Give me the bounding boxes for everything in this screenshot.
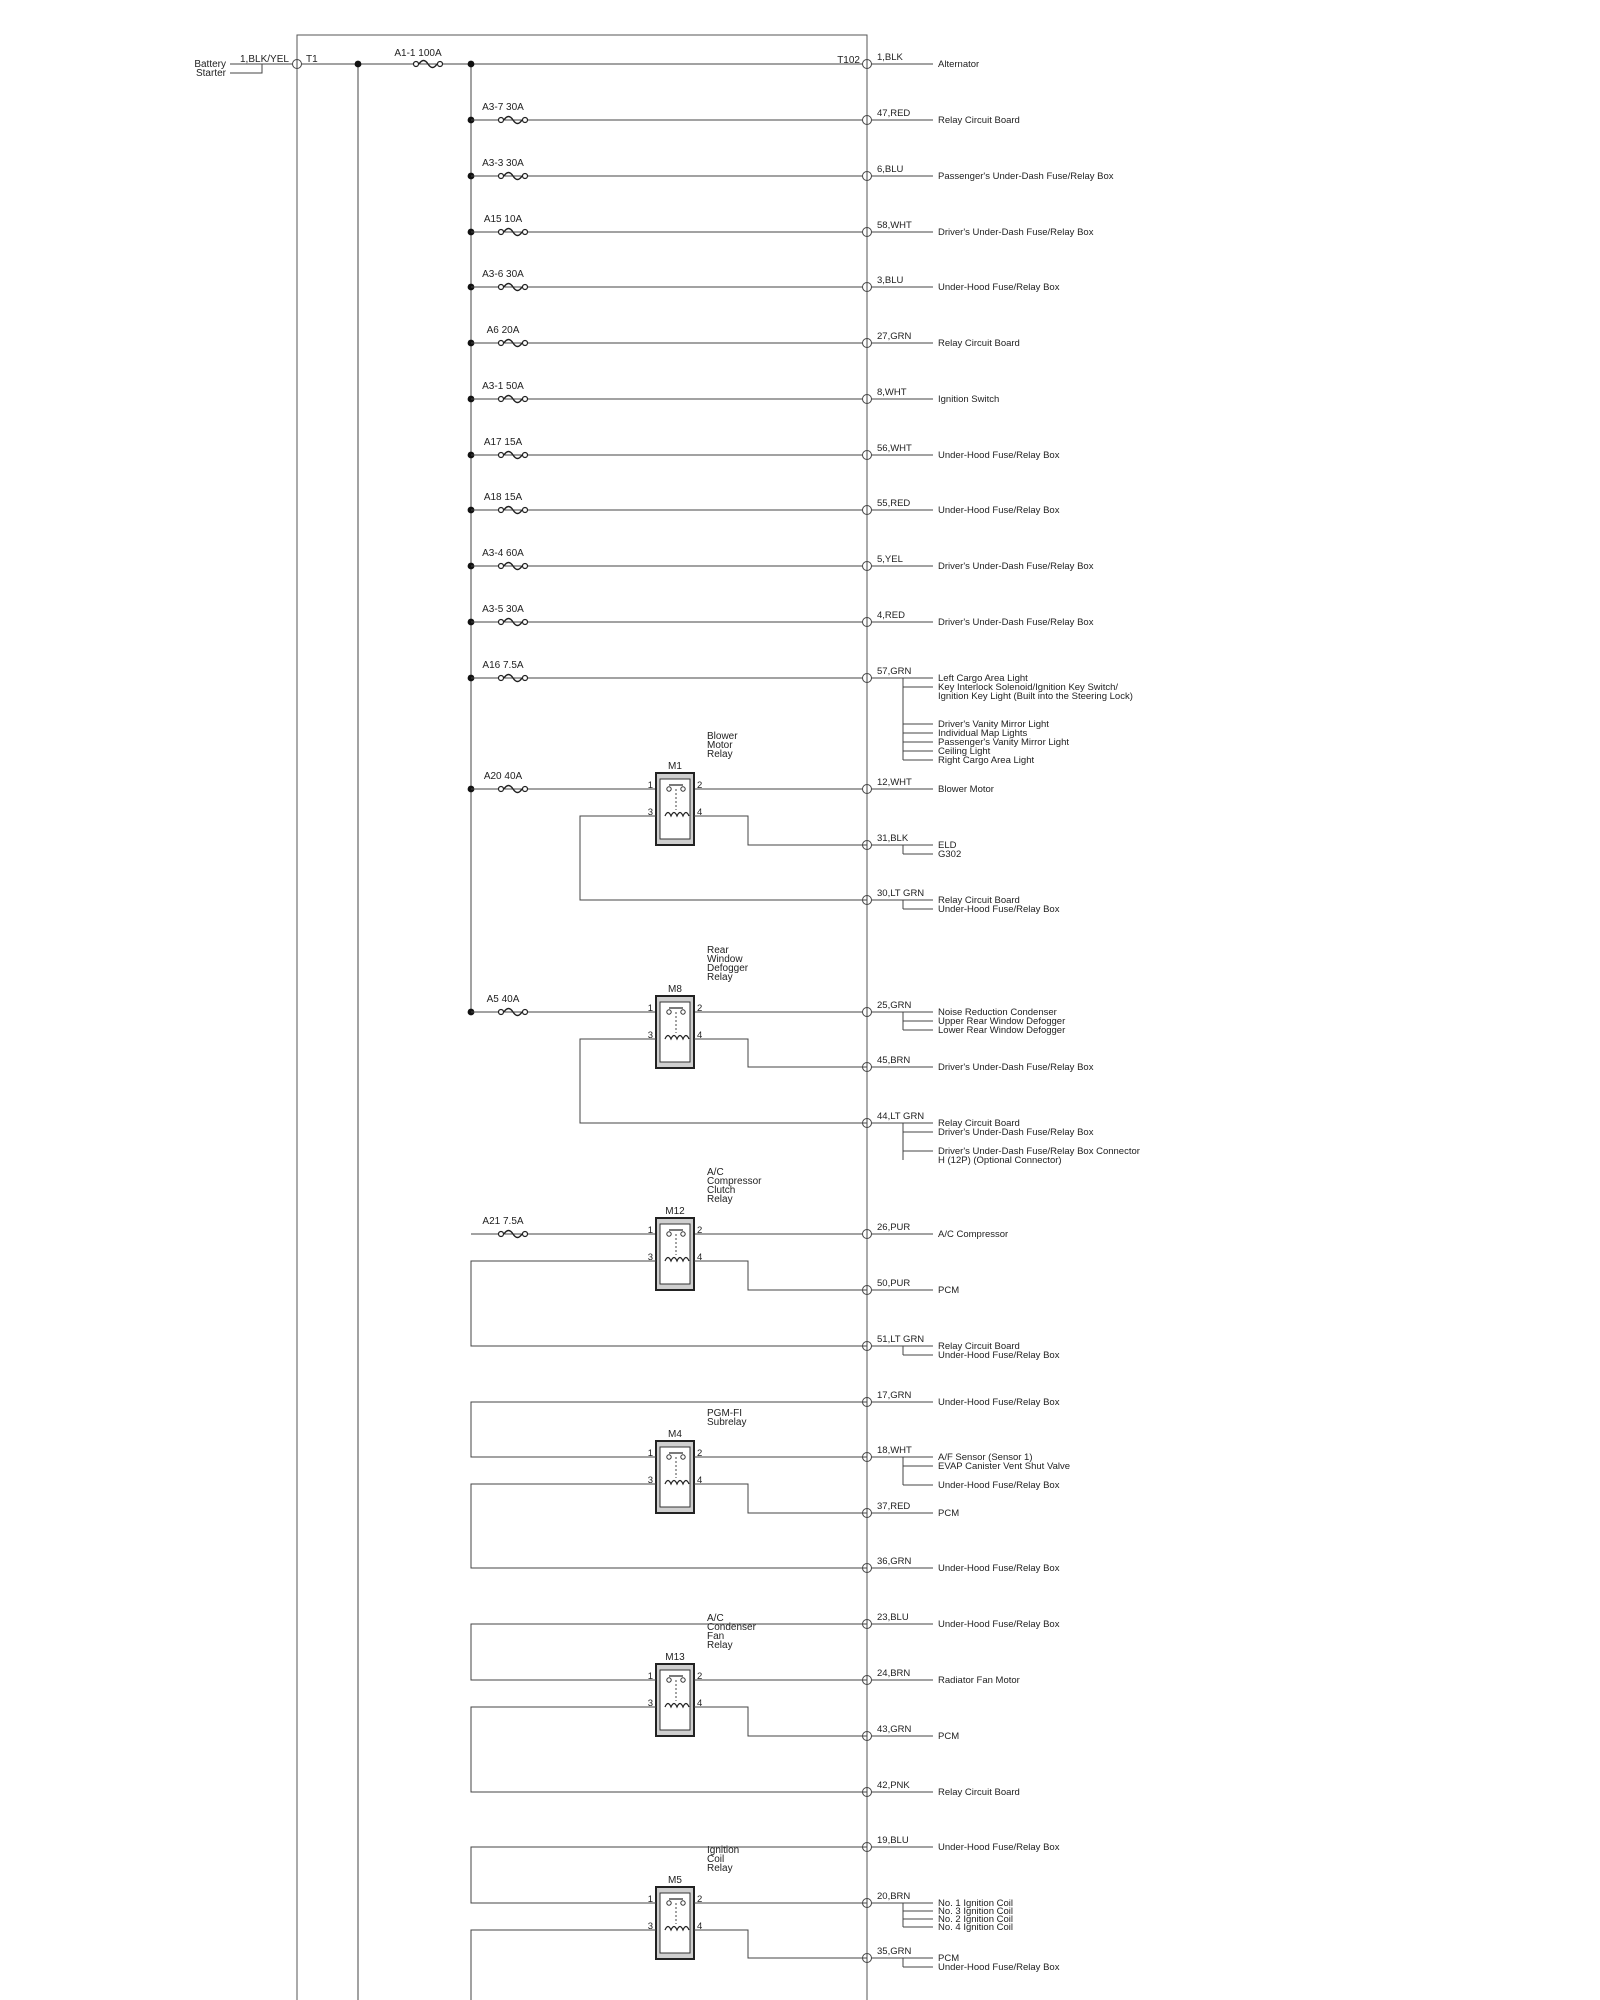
wire-color-label: 20,BRN <box>877 1891 911 1902</box>
wire-color-label: 36,GRN <box>877 1556 912 1567</box>
destination-label: Relay Circuit Board <box>938 1787 1020 1798</box>
relay-name: Condenser <box>707 1622 756 1633</box>
relay-contact <box>667 1901 671 1905</box>
relay-coil-output-wire <box>694 1039 867 1067</box>
wire-color-label: 27,GRN <box>877 331 912 342</box>
destination-label: Under-Hood Fuse/Relay Box <box>938 450 1060 461</box>
destination-label: Key Interlock Solenoid/Ignition Key Switch/ <box>938 682 1119 693</box>
relay-coil-output-wire <box>694 1484 867 1513</box>
relay-id: M8 <box>668 984 682 995</box>
fuse-pin <box>523 1232 528 1237</box>
destination-label: Upper Rear Window Defogger <box>938 1016 1066 1027</box>
fuse-pin <box>499 676 504 681</box>
fuse-pin <box>499 787 504 792</box>
wire-color-label: 37,RED <box>877 1501 911 1512</box>
fuse-label: A18 15A <box>483 492 523 503</box>
relay-pin-label: 1 <box>647 1003 653 1014</box>
fuse-label: A3-7 30A <box>482 102 524 113</box>
fuse-label: A15 10A <box>483 214 523 225</box>
destination-label: Passenger's Vanity Mirror Light <box>938 737 1069 748</box>
wire-color-label: 12,WHT <box>877 777 912 788</box>
destination-label: No. 3 Ignition Coil <box>938 1906 1013 1917</box>
destination-label: Driver's Under-Dash Fuse/Relay Box Connector <box>938 1146 1140 1157</box>
destination-label: Driver's Vanity Mirror Light <box>938 719 1049 730</box>
destination-label: Left Cargo Area Light <box>938 673 1028 684</box>
fuse-label: A3-5 30A <box>482 604 524 615</box>
relay-pin-label: 2 <box>697 1448 703 1459</box>
fuse-pin <box>499 564 504 569</box>
destination-label: A/C Compressor <box>938 1229 1009 1240</box>
destination-label: Right Cargo Area Light <box>938 755 1035 766</box>
destination-label: Relay Circuit Board <box>938 895 1020 906</box>
battery-wire-label: 1,BLK/YEL <box>240 54 289 65</box>
fuse-label: A20 40A <box>483 771 523 782</box>
destination-label: Relay Circuit Board <box>938 338 1020 349</box>
relay-pin-label: 1 <box>647 1448 653 1459</box>
fuse-label: A3-4 60A <box>482 548 524 559</box>
fuse-pin <box>523 285 528 290</box>
fuse-label: A6 20A <box>486 325 520 336</box>
relay-pin-label: 3 <box>647 1252 653 1263</box>
wire-color-label: 1,BLK <box>877 52 903 63</box>
fuse-label: A5 40A <box>486 994 520 1005</box>
destination-label: Relay Circuit Board <box>938 1118 1020 1129</box>
fuse-pin <box>499 174 504 179</box>
relay-contact <box>681 1901 685 1905</box>
destination-label: Driver's Under-Dash Fuse/Relay Box <box>938 617 1094 628</box>
destination-label: PCM <box>938 1953 960 1964</box>
fuse-pin <box>499 508 504 513</box>
relay-id: M1 <box>668 761 682 772</box>
destination-label: Under-Hood Fuse/Relay Box <box>938 282 1060 293</box>
destination-label: Blower Motor <box>938 784 994 795</box>
relay-pin-label: 3 <box>647 1921 653 1932</box>
relay-name: A/C <box>707 1167 724 1178</box>
relay-name: Rear <box>707 945 729 956</box>
destination-label: No. 1 Ignition Coil <box>938 1898 1013 1909</box>
wire-color-label: 43,GRN <box>877 1724 912 1735</box>
wire-color-label: 19,BLU <box>877 1835 909 1846</box>
relay-contact <box>681 1678 685 1682</box>
destination-label: Individual Map Lights <box>938 728 1028 739</box>
fuse-pin <box>499 230 504 235</box>
wire-color-label: 31,BLK <box>877 833 909 844</box>
wire-color-label: 35,GRN <box>877 1946 912 1957</box>
fuse-label: A21 7.5A <box>482 1216 524 1227</box>
fuse-pin <box>499 1010 504 1015</box>
wire-color-label: 3,BLU <box>877 275 904 286</box>
wire-color-label: 17,GRN <box>877 1390 912 1401</box>
destination-label: PCM <box>938 1285 960 1296</box>
relay-id: M4 <box>668 1429 682 1440</box>
wire-color-label: 5,YEL <box>877 554 903 565</box>
destination-label: Under-Hood Fuse/Relay Box <box>938 1397 1060 1408</box>
relay-pin-label: 1 <box>647 780 653 791</box>
relay-name: Blower <box>707 731 738 742</box>
fuse-label: A16 7.5A <box>482 660 524 671</box>
wire-color-label: 50,PUR <box>877 1278 911 1289</box>
relay-contact <box>681 1010 685 1014</box>
destination-label: Driver's Under-Dash Fuse/Relay Box <box>938 1127 1094 1138</box>
destination-label: Radiator Fan Motor <box>938 1675 1020 1686</box>
relay-coil-output-wire <box>694 1707 867 1736</box>
relay-contact <box>667 1010 671 1014</box>
relay-name: Relay <box>707 972 733 983</box>
relay-pin-label: 4 <box>697 1475 703 1486</box>
fuse-pin <box>499 118 504 123</box>
relay-pin-label: 2 <box>697 780 703 791</box>
destination-label: Under-Hood Fuse/Relay Box <box>938 1842 1060 1853</box>
destination-label: Lower Rear Window Defogger <box>938 1025 1066 1036</box>
relay-pin-label: 3 <box>647 1475 653 1486</box>
fuse-pin <box>499 341 504 346</box>
destination-label: Under-Hood Fuse/Relay Box <box>938 1350 1060 1361</box>
destination-label: Under-Hood Fuse/Relay Box <box>938 505 1060 516</box>
fuse-pin <box>414 62 419 67</box>
destination-label: No. 2 Ignition Coil <box>938 1914 1013 1925</box>
relay-name: Subrelay <box>707 1417 747 1428</box>
fuse-pin <box>523 564 528 569</box>
wire-color-label: 30,LT GRN <box>877 888 925 899</box>
relay-contact <box>667 1455 671 1459</box>
wire-color-label: 44,LT GRN <box>877 1111 925 1122</box>
destination-label: PCM <box>938 1508 960 1519</box>
destination-label: Alternator <box>938 59 980 70</box>
fuse-pin <box>523 620 528 625</box>
wire-color-label: 23,BLU <box>877 1612 909 1623</box>
fuse-pin <box>499 453 504 458</box>
fuse-pin <box>523 508 528 513</box>
fuse-label: A17 15A <box>483 437 523 448</box>
wire-color-label: 47,RED <box>877 108 911 119</box>
relay-name: Relay <box>707 749 733 760</box>
relay-name: PGM-FI <box>707 1408 742 1419</box>
fuse-pin <box>499 620 504 625</box>
fuse-pin <box>523 676 528 681</box>
destination-label: EVAP Canister Vent Shut Valve <box>938 1461 1071 1472</box>
destination-label: Passenger's Under-Dash Fuse/Relay Box <box>938 171 1114 182</box>
junction-dot <box>468 61 475 68</box>
destination-label: Relay Circuit Board <box>938 1341 1020 1352</box>
relay-id: M12 <box>665 1206 685 1217</box>
relay-name: Clutch <box>707 1185 736 1196</box>
wire-color-label: 56,WHT <box>877 443 912 454</box>
fuse-pin <box>523 397 528 402</box>
destination-label: Under-Hood Fuse/Relay Box <box>938 904 1060 915</box>
relay-return-wire <box>471 1930 656 2000</box>
fuse-pin <box>523 453 528 458</box>
relay-name: Relay <box>707 1194 733 1205</box>
relay-pin-label: 3 <box>647 807 653 818</box>
relay-return-wire <box>580 1039 867 1123</box>
relay-pin-label: 4 <box>697 1030 703 1041</box>
fuse-pin <box>523 174 528 179</box>
destination-label: Driver's Under-Dash Fuse/Relay Box <box>938 227 1094 238</box>
fuse-pin <box>523 341 528 346</box>
relay-pin-label: 2 <box>697 1225 703 1236</box>
fuse-pin <box>499 285 504 290</box>
fuse-pin <box>523 230 528 235</box>
relay-pin-label: 3 <box>647 1698 653 1709</box>
destination-label: Under-Hood Fuse/Relay Box <box>938 1619 1060 1630</box>
battery-split <box>230 64 262 73</box>
relay-pin-label: 3 <box>647 1030 653 1041</box>
relay-id: M13 <box>665 1652 685 1663</box>
relay-name: Window <box>707 954 743 965</box>
relay-coil-output-wire <box>694 1930 867 1958</box>
relay-name: A/C <box>707 1613 724 1624</box>
relay-name: Compressor <box>707 1176 762 1187</box>
fuse-pin <box>523 1010 528 1015</box>
wire-color-label: 4,RED <box>877 610 905 621</box>
relay-name: Relay <box>707 1863 733 1874</box>
relay-pin-label: 4 <box>697 1252 703 1263</box>
destination-label: Ignition Switch <box>938 394 1000 405</box>
relay-contact <box>667 787 671 791</box>
starter-label: Starter <box>195 68 226 79</box>
destination-label: G302 <box>938 849 962 860</box>
battery-label: Battery <box>194 59 226 70</box>
relay-coil-output-wire <box>694 816 867 845</box>
relay-contact <box>667 1678 671 1682</box>
fuse-pin <box>438 62 443 67</box>
fuse-pin <box>499 1232 504 1237</box>
relay-pin-label: 2 <box>697 1671 703 1682</box>
destination-label: A/F Sensor (Sensor 1) <box>938 1452 1033 1463</box>
relay-name: Defogger <box>707 963 749 974</box>
relay-name: Ignition <box>707 1845 740 1856</box>
wire-color-label: 26,PUR <box>877 1222 911 1233</box>
relay-name: Relay <box>707 1640 733 1651</box>
destination-label: Under-Hood Fuse/Relay Box <box>938 1480 1060 1491</box>
relay-pin-label: 1 <box>647 1671 653 1682</box>
destination-label: No. 4 Ignition Coil <box>938 1922 1013 1933</box>
destination-label: PCM <box>938 1731 960 1742</box>
relay-pin-label: 1 <box>647 1225 653 1236</box>
relay-return-wire <box>580 816 867 900</box>
fuse-label: A3-1 50A <box>482 381 524 392</box>
destination-label: Ignition Key Light (Built into the Steering Lock) <box>938 691 1133 702</box>
wire-color-label: 55,RED <box>877 498 911 509</box>
relay-pin-label: 4 <box>697 1921 703 1932</box>
wire-color-label: 25,GRN <box>877 1000 912 1011</box>
destination-label: H (12P) (Optional Connector) <box>938 1155 1062 1166</box>
destination-label: Noise Reduction Condenser <box>938 1007 1057 1018</box>
destination-label: Relay Circuit Board <box>938 115 1020 126</box>
fuse-label: A3-6 30A <box>482 269 524 280</box>
destination-label: Under-Hood Fuse/Relay Box <box>938 1563 1060 1574</box>
relay-contact <box>667 1232 671 1236</box>
destination-label: ELD <box>938 840 957 851</box>
relay-pin-label: 4 <box>697 1698 703 1709</box>
relay-contact <box>681 787 685 791</box>
junction-dot <box>355 61 362 68</box>
wire-color-label: 6,BLU <box>877 164 904 175</box>
wire-color-label: 24,BRN <box>877 1668 911 1679</box>
destination-label: Driver's Under-Dash Fuse/Relay Box <box>938 1062 1094 1073</box>
relay-coil-output-wire <box>694 1261 867 1290</box>
fuse-label: A3-3 30A <box>482 158 524 169</box>
relay-name: Motor <box>707 740 733 751</box>
wire-color-label: 51,LT GRN <box>877 1334 925 1345</box>
wire-color-label: 18,WHT <box>877 1445 912 1456</box>
fuse-relay-box-outline <box>297 35 867 2000</box>
relay-id: M5 <box>668 1875 682 1886</box>
destination-label: Ceiling Light <box>938 746 991 757</box>
relay-contact <box>681 1455 685 1459</box>
wire-color-label: 58,WHT <box>877 220 912 231</box>
relay-pin-label: 2 <box>697 1003 703 1014</box>
fuse-pin <box>499 397 504 402</box>
wire-color-label: 45,BRN <box>877 1055 911 1066</box>
wire-color-label: 57,GRN <box>877 666 912 677</box>
relay-pin-label: 1 <box>647 1894 653 1905</box>
t102-label: T102 <box>837 55 860 66</box>
wire-color-label: 42,PNK <box>877 1780 910 1791</box>
main-fuse-label: A1-1 100A <box>394 48 442 59</box>
fuse-pin <box>523 787 528 792</box>
wire-color-label: 8,WHT <box>877 387 907 398</box>
relay-name: Coil <box>707 1854 725 1865</box>
relay-contact <box>681 1232 685 1236</box>
relay-name: Fan <box>707 1631 725 1642</box>
relay-pin-label: 2 <box>697 1894 703 1905</box>
destination-label: Under-Hood Fuse/Relay Box <box>938 1962 1060 1973</box>
destination-label: Driver's Under-Dash Fuse/Relay Box <box>938 561 1094 572</box>
relay-pin-label: 4 <box>697 807 703 818</box>
t1-label: T1 <box>306 54 318 65</box>
fuse-pin <box>523 118 528 123</box>
